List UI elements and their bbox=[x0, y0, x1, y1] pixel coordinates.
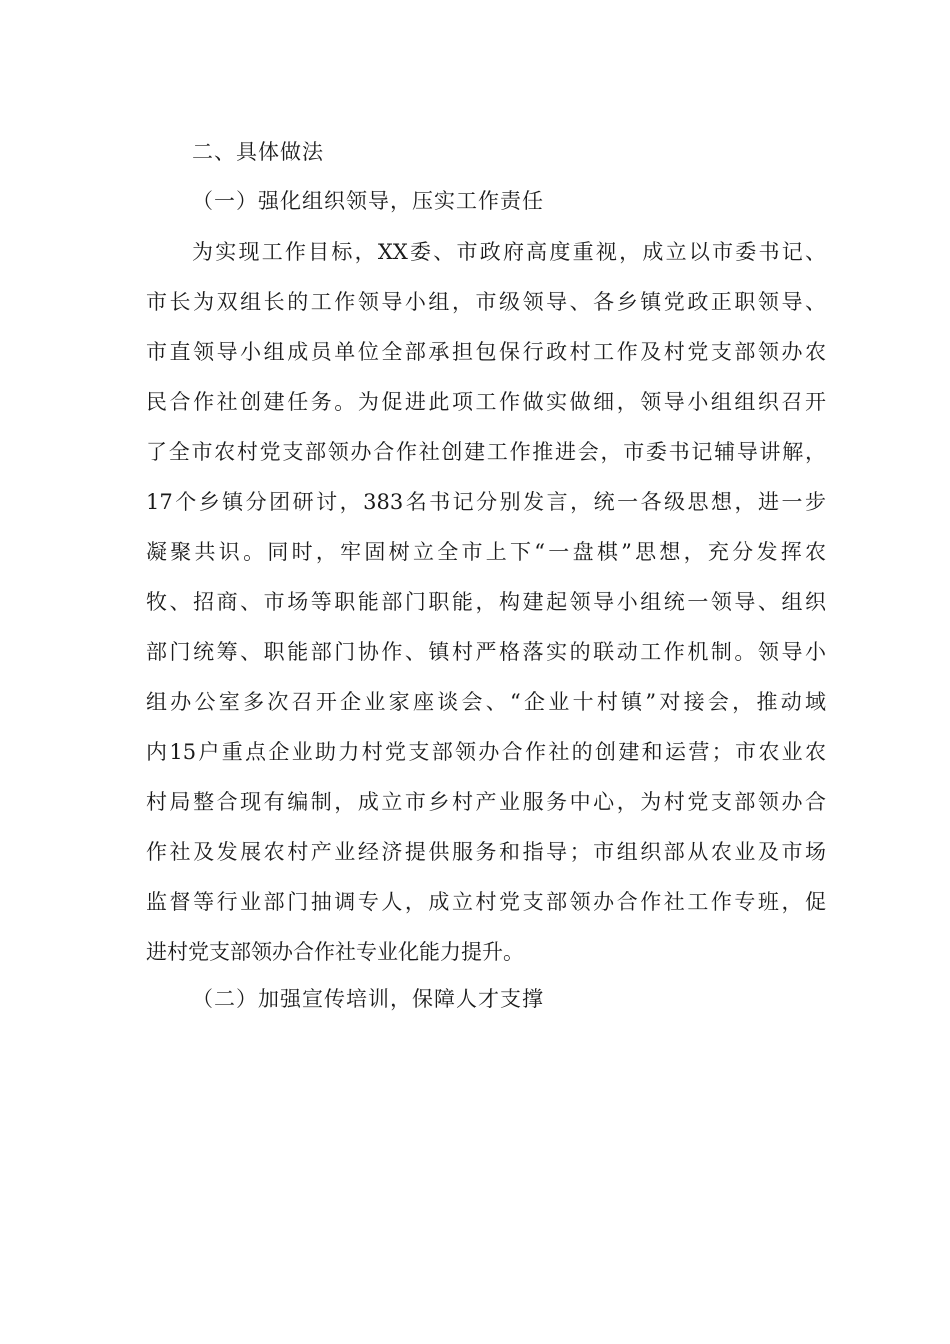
paragraph-line: 17个乡镇分团研讨，383名书记分别发言，统一各级思想，进一步 bbox=[146, 490, 826, 514]
paragraph-line: 部门统筹、职能部门协作、镇村严格落实的联动工作机制。领导小 bbox=[146, 640, 826, 664]
subsection-heading-2: （二）加强宣传培训，保障人才支撑 bbox=[192, 987, 544, 1011]
paragraph-line: 了全市农村党支部领办合作社创建工作推进会，市委书记辅导讲解， bbox=[146, 440, 826, 464]
paragraph-line: 民合作社创建任务。为促进此项工作做实做细，领导小组组织召开 bbox=[146, 390, 826, 414]
paragraph-line: 为实现工作目标，XX委、市政府高度重视，成立以市委书记、 bbox=[192, 240, 826, 264]
paragraph-line: 内15户重点企业助力村党支部领办合作社的创建和运营；市农业农 bbox=[146, 740, 826, 764]
paragraph-line: 凝聚共识。同时，牢固树立全市上下“一盘棋”思想，充分发挥农 bbox=[146, 540, 826, 564]
paragraph-line: 监督等行业部门抽调专人，成立村党支部领办合作社工作专班，促 bbox=[146, 890, 826, 914]
section-heading: 二、具体做法 bbox=[192, 140, 324, 164]
paragraph-line: 组办公室多次召开企业家座谈会、“企业十村镇”对接会，推动域 bbox=[146, 690, 826, 714]
paragraph-line: 市长为双组长的工作领导小组，市级领导、各乡镇党政正职领导、 bbox=[146, 290, 826, 314]
paragraph-line: 牧、招商、市场等职能部门职能，构建起领导小组统一领导、组织 bbox=[146, 590, 826, 614]
paragraph-line: 作社及发展农村产业经济提供服务和指导；市组织部从农业及市场 bbox=[146, 840, 826, 864]
body-paragraph bbox=[146, 234, 826, 984]
paragraph-line: 进村党支部领办合作社专业化能力提升。 bbox=[146, 940, 524, 964]
subsection-heading-1: （一）强化组织领导，压实工作责任 bbox=[192, 189, 544, 213]
paragraph-line: 市直领导小组成员单位全部承担包保行政村工作及村党支部领办农 bbox=[146, 340, 826, 364]
paragraph-line: 村局整合现有编制，成立市乡村产业服务中心，为村党支部领办合 bbox=[146, 790, 826, 814]
